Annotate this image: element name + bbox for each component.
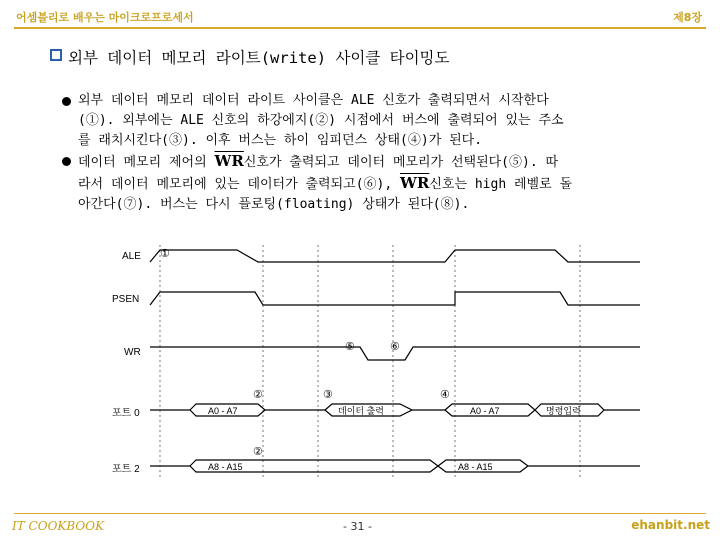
checkbox-bullet-icon (50, 49, 62, 61)
paragraph-2-text-d: 신호는 high 레벨로 돌 (429, 177, 573, 192)
port2-waveform (150, 460, 640, 472)
paragraph-2-line-2 (78, 173, 682, 195)
paragraph-1-line-3: 를 래치시킨다(③). 이후 버스는 하이 임피던스 상태(④)가 된다. (78, 133, 483, 148)
paragraph-2-line-3: 아간다(⑦). 버스는 다시 플로팅(floating) 상태가 된다(⑧). (78, 197, 470, 212)
paragraph-2-text-a: 데이터 메모리 제어의 (78, 155, 215, 170)
grid-lines (160, 245, 580, 480)
paragraph-2-line-1 (78, 151, 682, 173)
signal-label-wr: WR (124, 347, 141, 358)
ale-waveform (150, 250, 640, 262)
footer-series: IT COOKBOOK (12, 519, 105, 533)
marker-1: ① (160, 248, 170, 260)
marker-6: ⑥ (390, 341, 400, 353)
wr-signal-label: $\overline{WR}$ (400, 174, 430, 192)
port0-label-data-out: 데이터 출력 (338, 406, 384, 416)
paragraph-2 (62, 151, 682, 215)
section-title: 외부 데이터 메모리 라이트(write) 사이클 타이밍도 (68, 49, 450, 67)
paragraph-2-text-b: 신호가 출력되고 데이터 메모리가 선택된다(⑤). 따 (243, 155, 559, 170)
marker-5: ⑤ (345, 341, 355, 353)
port0-label-instruction-in: 명령입력 (546, 406, 581, 416)
footer-rule (14, 513, 706, 514)
paragraph-1 (62, 91, 682, 151)
page-number: - 31 - (343, 520, 372, 533)
port0-label-addr: A0 - A7 (208, 406, 238, 416)
wr-waveform (150, 347, 640, 360)
marker-2: ② (253, 389, 263, 401)
marker-2-port2: ② (253, 446, 263, 458)
body-text (62, 91, 682, 215)
bullet-dot-icon (62, 157, 71, 166)
port2-label-addr-2: A8 - A15 (458, 462, 493, 472)
port0-label-addr-2: A0 - A7 (470, 406, 500, 416)
signal-label-port2: 포트 2 (112, 464, 140, 475)
marker-3: ③ (323, 389, 333, 401)
signal-label-ale: ALE (122, 251, 141, 262)
book-title: 어셈블리로 배우는 마이크로프로세서 (16, 11, 194, 24)
bullet-dot-icon (62, 97, 71, 106)
port2-label-addr: A8 - A15 (208, 462, 243, 472)
paragraph-1-line-2: (①). 외부에는 ALE 신호의 하강에지(②) 시점에서 버스에 출력되어 있는 주소 (78, 113, 564, 128)
chapter-label: 제8장 (673, 11, 702, 24)
header-rule (14, 27, 706, 29)
port0-waveform (150, 404, 640, 416)
footer-site: ehanbit.net (631, 518, 710, 532)
marker-4: ④ (440, 389, 450, 401)
paragraph-1-line-1: 외부 데이터 메모리 데이터 라이트 사이클은 ALE 신호가 출력되면서 시작한다 (78, 93, 549, 108)
signal-label-psen: PSEN (112, 294, 140, 305)
wr-signal-label: $\overline{WR}$ (214, 152, 244, 170)
psen-waveform (150, 292, 640, 305)
signal-label-port0: 포트 0 (112, 408, 140, 419)
paragraph-2-text-c: 라서 데이터 메모리에 있는 데이터가 출력되고(⑥), (78, 177, 401, 192)
